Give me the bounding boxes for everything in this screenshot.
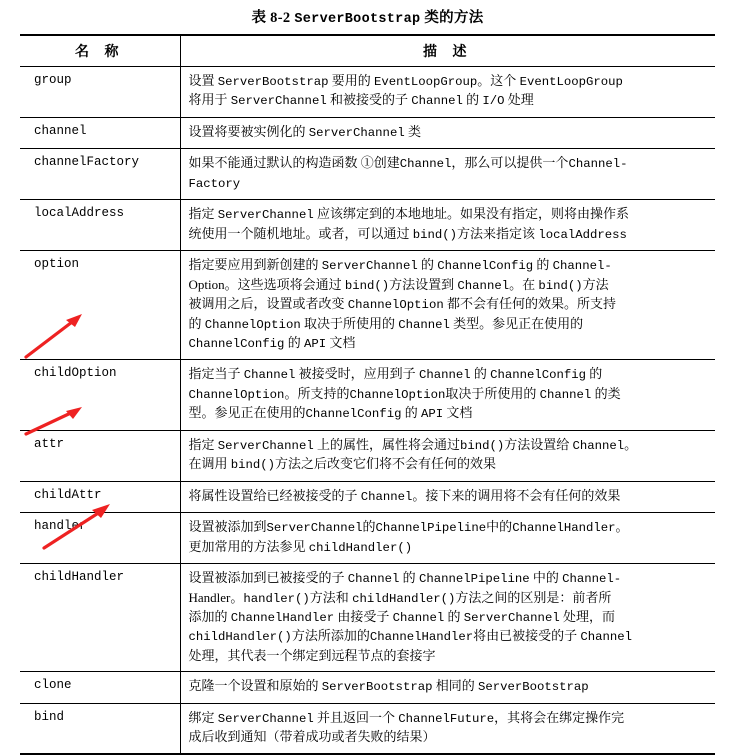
method-name-cell: channelFactory: [20, 149, 180, 200]
table-row: [20, 564, 715, 672]
table-row: [20, 703, 715, 753]
method-name-cell: childOption: [20, 360, 180, 430]
description-line: 将属性设置给已经被接受的子 Channel。接下来的调用将不会有任何的效果: [188, 487, 621, 504]
table-row: [20, 67, 715, 118]
method-name-cell: clone: [20, 672, 180, 703]
description-line: 在调用 bind()方法之后改变它们将不会有任何的效果: [188, 456, 497, 473]
caption-suffix: 类的方法: [424, 10, 484, 26]
method-name-cell: localAddress: [20, 200, 180, 251]
table-row: [20, 117, 715, 148]
description-line: 统使用一个随机地址。或者，可以通过 bind()方法来指定该 localAddress: [188, 225, 627, 242]
description-line: Option。这些选项将会通过 bind()方法设置到 Channel。在 bind()方法: [188, 276, 609, 293]
table-row: [20, 200, 715, 251]
description-line: 设置 ServerBootstrap 要用的 EventLoopGroup。这个 EventLoopGroup: [188, 73, 623, 89]
description-line: 更加常用的方法参见 childHandler(): [188, 538, 413, 555]
table-caption: [0, 0, 735, 34]
description-line: 将用于 ServerChannel 和被接受的子 Channel 的 I/O 处理: [188, 92, 534, 109]
description-line: 绑定 ServerChannel 并且返回一个 ChannelFuture，其将会在绑定操作完: [188, 709, 625, 726]
method-description-cell: [180, 430, 715, 481]
caption-prefix: 表 8-2: [251, 10, 291, 26]
description-line: 设置被添加到ServerChannel的ChannelPipeline中的ChannelHandler。: [188, 519, 629, 536]
table-row: [20, 672, 715, 703]
method-name-cell: childHandler: [20, 564, 180, 672]
description-line: 克隆一个设置和原始的 ServerBootstrap 相同的 ServerBootstrap: [188, 678, 589, 695]
table-row: [20, 430, 715, 481]
method-description-cell: [180, 117, 715, 148]
method-description-cell: [180, 564, 715, 672]
column-header-name: 名 称: [20, 35, 180, 67]
method-name-cell: channel: [20, 117, 180, 148]
description-line: 处理，其代表一个绑定到远程节点的套接字: [188, 647, 436, 663]
description-line: 型。参见正在使用的ChannelConfig 的 API 文档: [188, 405, 473, 422]
table-row: [20, 360, 715, 430]
description-line: 指定当子 Channel 被接受时，应用到子 Channel 的 ChannelConfig 的: [188, 366, 603, 383]
description-line: ChannelOption。所支持的ChannelOption取决于所使用的 Channel 的类: [188, 385, 621, 402]
description-line: 指定要应用到新创建的 ServerChannel 的 ChannelConfig 的 Channel-: [188, 257, 612, 274]
description-line: 指定 ServerChannel 应该绑定到的本地地址。如果没有指定，则将由操作系: [188, 206, 629, 223]
description-line: 设置被添加到已被接受的子 Channel 的 ChannelPipeline 中的 Channel-: [188, 570, 622, 587]
method-name-cell: bind: [20, 703, 180, 753]
server-bootstrap-methods-table: [20, 34, 715, 755]
method-name-cell: handler: [20, 513, 180, 564]
method-description-cell: [180, 67, 715, 118]
table-header-row: [20, 35, 715, 67]
description-line: 的 ChannelOption 取决于所使用的 Channel 类型。参见正在使用的: [188, 315, 584, 332]
method-description-cell: [180, 360, 715, 430]
description-line: 被调用之后，设置或者改变 ChannelOption 都不会有任何的效果。所支持: [188, 296, 616, 313]
method-description-cell: [180, 200, 715, 251]
method-description-cell: [180, 251, 715, 360]
method-description-cell: [180, 481, 715, 512]
description-line: 如果不能通过默认的构造函数 ①创建Channel，那么可以提供一个Channel-: [188, 155, 628, 172]
method-name-cell: childAttr: [20, 481, 180, 512]
table-row: [20, 513, 715, 564]
table-header: [20, 35, 715, 67]
column-header-description: 描 述: [180, 35, 715, 67]
table-row: [20, 149, 715, 200]
method-name-cell: group: [20, 67, 180, 118]
method-description-cell: [180, 149, 715, 200]
method-name-cell: option: [20, 251, 180, 360]
method-name-cell: attr: [20, 430, 180, 481]
description-line: childHandler()方法所添加的ChannelHandler将由已被接受的子 Channel: [188, 628, 633, 645]
description-line: ChannelConfig 的 API 文档: [188, 334, 356, 351]
description-line: Handler。handler()方法和 childHandler()方法之间的区别是：前者所: [188, 589, 612, 606]
description-line: 成后收到通知（带着成功或者失败的结果）: [188, 729, 436, 745]
method-description-cell: [180, 703, 715, 753]
table-body: [20, 67, 715, 754]
description-line: 添加的 ChannelHandler 由接受子 Channel 的 ServerChannel 处理，而: [188, 608, 615, 625]
method-description-cell: [180, 672, 715, 703]
method-description-cell: [180, 513, 715, 564]
table-row: [20, 251, 715, 360]
description-line: 指定 ServerChannel 上的属性，属性将会通过bind()方法设置给 Channel。: [188, 436, 638, 453]
description-line: Factory: [188, 176, 241, 191]
description-line: 设置将要被实例化的 ServerChannel 类: [188, 123, 421, 140]
caption-class-name: ServerBootstrap: [294, 12, 421, 27]
table-row: [20, 481, 715, 512]
